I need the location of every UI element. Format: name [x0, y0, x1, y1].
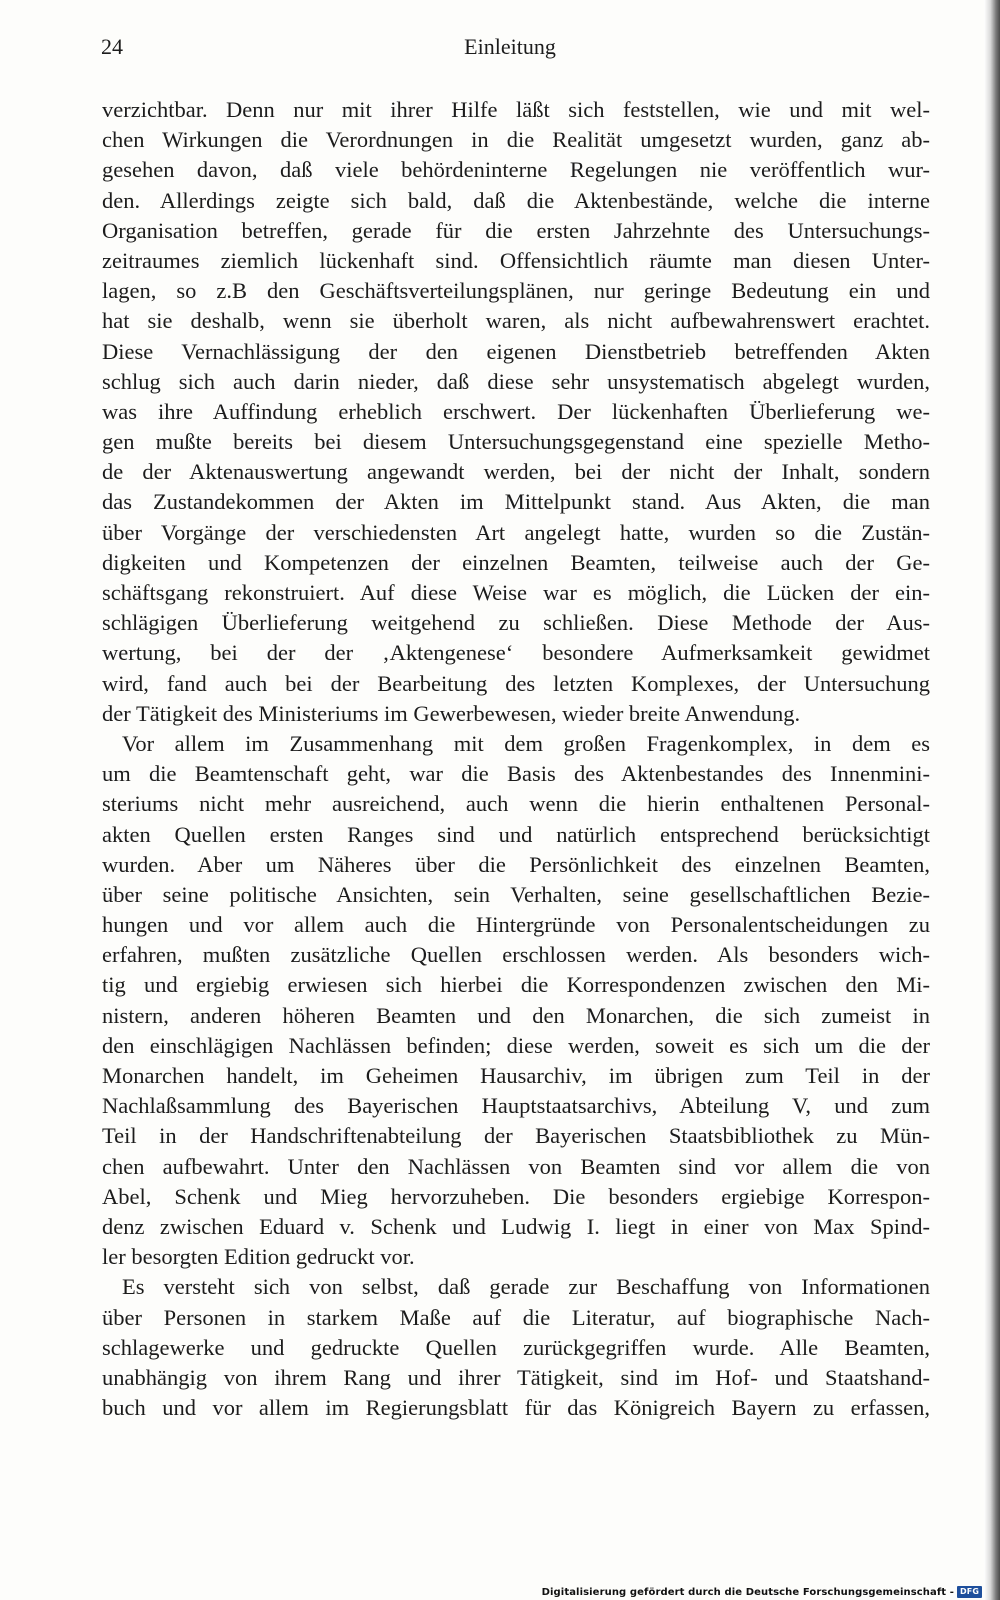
dfg-logo: DFG — [957, 1586, 982, 1598]
text-line: Es versteht sich von selbst, daß gerade zur Beschaffung von Informationen — [122, 1274, 930, 1300]
text-line: chen Wirkungen die Verordnungen in die Realität umgesetzt wurden, ganz ab- — [102, 127, 930, 153]
text-line: chen aufbewahrt. Unter den Nachlässen von Beamten sind vor allem die von — [102, 1153, 930, 1179]
text-line: buch und vor allem im Regierungsblatt für das Königreich Bayern zu erfassen, — [102, 1395, 930, 1421]
text-line: den. Allerdings zeigte sich bald, daß die Aktenbestände, welche die interne — [102, 187, 930, 213]
body-text — [102, 95, 930, 1423]
text-line: Teil in der Handschriftenabteilung der Bayerischen Staatsbibliothek zu Mün- — [102, 1123, 930, 1149]
text-line: Diese Vernachlässigung der den eigenen Dienstbetrieb betreffenden Akten — [102, 338, 930, 364]
digitization-footer — [542, 1586, 982, 1598]
text-line: Abel, Schenk und Mieg hervorzuheben. Die besonders ergiebige Korrespon- — [102, 1183, 930, 1209]
page-edge-shadow — [984, 0, 1000, 1600]
running-head: Einleitung — [464, 34, 556, 59]
text-line: wurden. Aber um Näheres über die Persönlichkeit des einzelnen Beamten, — [102, 851, 930, 877]
text-line: Monarchen handelt, im Geheimen Hausarchiv, im übrigen zum Teil in der — [102, 1063, 930, 1088]
text-line: über Personen in starkem Maße auf die Literatur, auf biographische Nach- — [102, 1304, 930, 1330]
text-line: gesehen davon, daß viele behördeninterne Regelungen nie veröffentlich wur- — [102, 157, 930, 183]
text-line: gen mußte bereits bei diesem Untersuchungsgegenstand eine spezielle Metho- — [102, 429, 930, 455]
text-line: Organisation betreffen, gerade für die ersten Jahrzehnte des Untersuchungs- — [102, 217, 930, 243]
text-line: der Tätigkeit des Ministeriums im Gewerbewesen, wieder breite Anwendung. — [102, 700, 801, 726]
footer-text: Digitalisierung gefördert durch die Deutsche Forschungsgemeinschaft - — [541, 1586, 955, 1598]
text-line: steriums nicht mehr ausreichend, auch wenn die hierin enthaltenen Personal- — [102, 791, 930, 817]
text-line: digkeiten und Kompetenzen der einzelnen Beamten, teilweise auch der Ge- — [102, 549, 930, 575]
text-line: denz zwischen Eduard v. Schenk und Ludwig I. liegt in einer von Max Spind- — [102, 1213, 930, 1239]
text-line: wertung, bei der der ‚Aktengenese‘ besondere Aufmerksamkeit gewidmet — [102, 640, 930, 666]
text-line: nistern, anderen höheren Beamten und den Monarchen, die sich zumeist in — [102, 1002, 930, 1028]
text-line: über Vorgänge der verschiedensten Art angelegt hatte, wurden so die Zustän- — [102, 519, 930, 545]
text-line: wird, fand auch bei der Bearbeitung des letzten Komplexes, der Untersuchung — [102, 670, 930, 696]
text-line: Nachlaßsammlung des Bayerischen Hauptstaatsarchivs, Abteilung V, und zum — [102, 1093, 930, 1119]
text-line: Vor allem im Zusammenhang mit dem großen Fragenkomplex, in dem es — [122, 730, 930, 756]
text-line: den einschlägigen Nachlässen befinden; diese werden, soweit es sich um die der — [102, 1032, 930, 1058]
text-line: schlägigen Überlieferung weitgehend zu schließen. Diese Methode der Aus- — [102, 610, 930, 636]
text-line: akten Quellen ersten Ranges sind und natürlich entsprechend berücksichtigt — [102, 821, 930, 847]
text-line: schäftsgang rekonstruiert. Auf diese Weise war es möglich, die Lücken der ein- — [102, 580, 930, 605]
text-line: verzichtbar. Denn nur mit ihrer Hilfe läßt sich feststellen, wie und mit wel- — [102, 97, 930, 122]
text-line: de der Aktenauswertung angewandt werden, bei der nicht der Inhalt, sondern — [102, 459, 930, 485]
text-line: unabhängig von ihrem Rang und ihrer Tätigkeit, sind im Hof- und Staatshand- — [102, 1364, 930, 1390]
text-line: zeitraumes ziemlich lückenhaft sind. Offensichtlich räumte man diesen Unter- — [102, 247, 930, 273]
text-line: schlagewerke und gedruckte Quellen zurückgegriffen wurde. Alle Beamten, — [102, 1334, 930, 1360]
text-line: über seine politische Ansichten, sein Verhalten, seine gesellschaftlichen Bezie- — [102, 881, 930, 907]
text-line: tig und ergiebig erwiesen sich hierbei die Korrespondenzen zwischen den Mi- — [102, 972, 930, 998]
text-line: hat sie deshalb, wenn sie überholt waren, als nicht aufbewahrenswert erachtet. — [102, 308, 930, 334]
text-line: was ihre Auffindung erheblich erschwert. Der lückenhaften Überlieferung we- — [102, 398, 930, 424]
text-line: schlug sich auch darin nieder, daß diese sehr unsystematisch abgelegt wurden, — [102, 368, 930, 394]
text-line: ler besorgten Edition gedruckt vor. — [102, 1244, 415, 1270]
text-line: erfahren, mußten zusätzliche Quellen erschlossen werden. Als besonders wich- — [102, 942, 930, 968]
text-line: lagen, so z.B den Geschäftsverteilungsplänen, nur geringe Bedeutung ein und — [102, 278, 930, 304]
text-line: um die Beamtenschaft geht, war die Basis des Aktenbestandes des Innenmini- — [102, 761, 930, 787]
text-line: das Zustandekommen der Akten im Mittelpunkt stand. Aus Akten, die man — [102, 489, 930, 515]
text-line: hungen und vor allem auch die Hintergründe von Personalentscheidungen zu — [102, 912, 930, 938]
page-number: 24 — [101, 34, 123, 59]
